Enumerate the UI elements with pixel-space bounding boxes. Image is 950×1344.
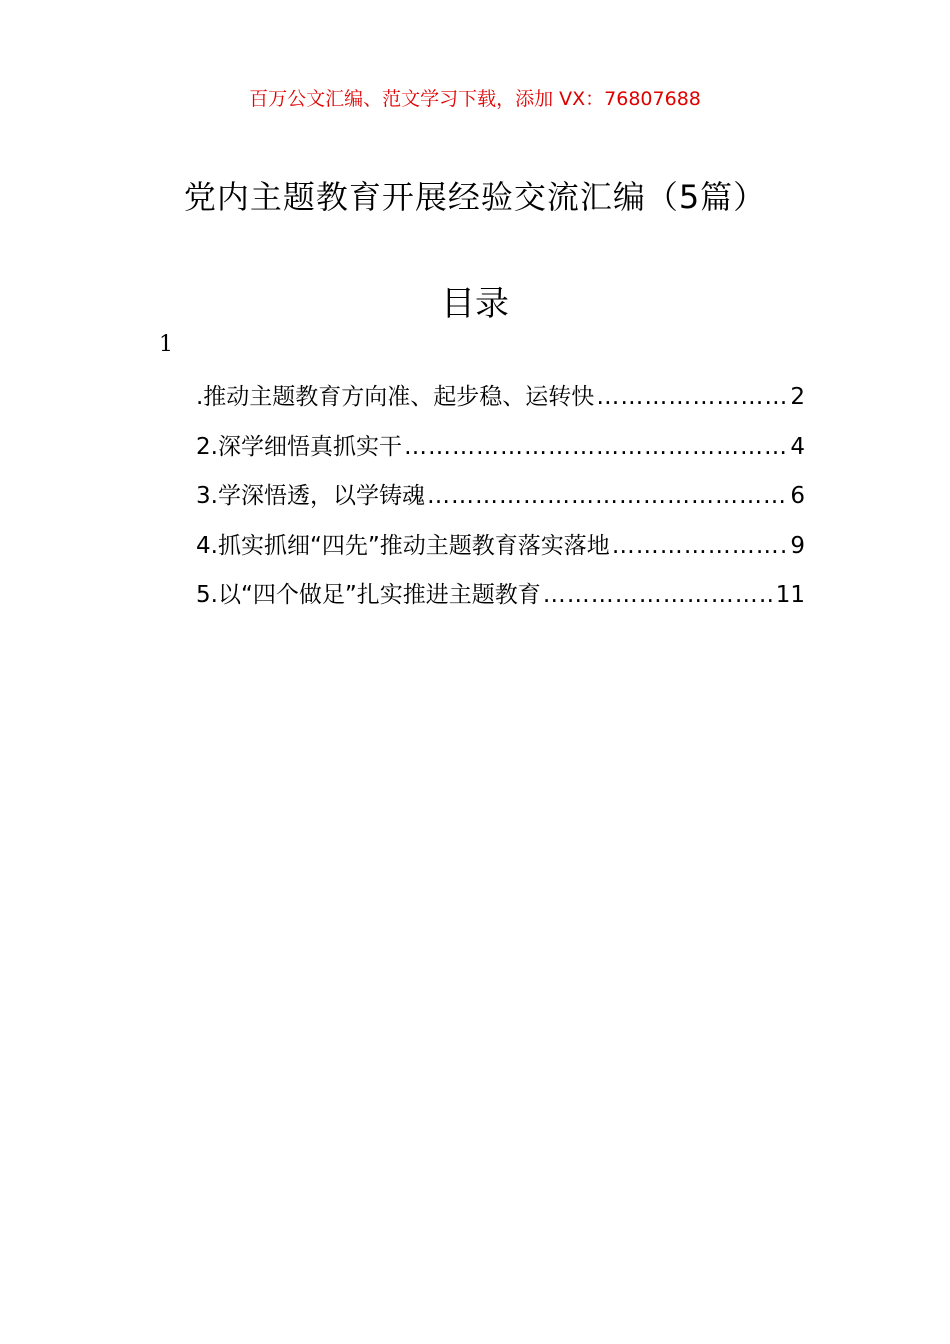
watermark-banner: 百万公文汇编、范文学习下载，添加 VX：76807688 [249, 88, 701, 110]
toc-entry[interactable] [196, 378, 805, 428]
toc-page-number: 6 [790, 483, 805, 509]
toc-entry-title: 5.以“四个做足”扎实推进主题教育 [196, 582, 541, 608]
toc-leader-dots [427, 483, 788, 509]
toc-entry-title: 3.学深悟透，以学铸魂 [196, 483, 425, 509]
toc-page-number: 11 [775, 582, 805, 608]
toc-page-number: 2 [790, 384, 805, 410]
toc-entry[interactable] [196, 428, 805, 478]
toc-entry-title: .推动主题教育方向准、起步稳、运转快 [196, 384, 595, 410]
toc-entry[interactable] [196, 527, 805, 577]
toc-entry[interactable] [196, 576, 805, 626]
toc-heading: 目录 [441, 284, 509, 324]
toc-page-number: 9 [790, 532, 805, 559]
toc-page-number: 4 [790, 433, 805, 460]
toc-leader-dots [543, 582, 774, 608]
document-title: 党内主题教育开展经验交流汇编（5篇） [183, 178, 767, 216]
toc-leader-dots [404, 434, 788, 460]
toc-entry-title: 4.抓实抓细“四先”推动主题教育落实落地 [196, 532, 610, 559]
toc-entry[interactable] [196, 477, 805, 527]
stray-number: 1 [159, 332, 173, 357]
toc-leader-dots [596, 384, 788, 410]
table-of-contents [196, 378, 805, 626]
toc-entry-title: 2.深学细悟真抓实干 [196, 433, 402, 460]
toc-leader-dots [612, 533, 789, 559]
